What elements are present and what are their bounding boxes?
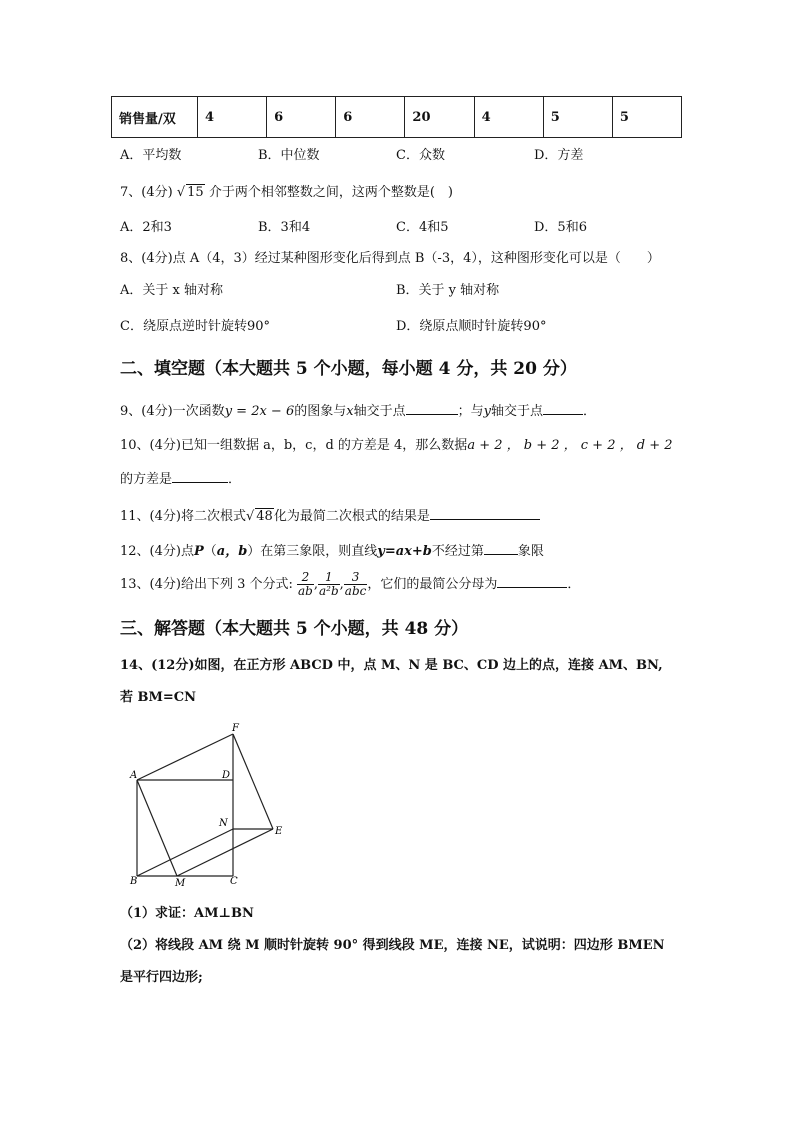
table-cell: 20 <box>405 97 474 138</box>
q8-option-c: C．绕原点逆时针旋转90° <box>120 319 270 334</box>
q13-text: ． <box>567 577 581 592</box>
label-m: M <box>175 878 186 889</box>
q13-text: 13、(4分)给出下列 3 个分式: <box>120 577 293 592</box>
label-e: E <box>275 826 283 837</box>
question-7 <box>120 184 453 201</box>
q9-formula: y = 2x − 6 <box>224 404 295 419</box>
q12-text: 12、(4分)点 <box>120 544 194 559</box>
section-3-title: 三、解答题（本大题共 5 个小题，共 48 分） <box>120 619 469 639</box>
question-10-cont <box>120 470 241 488</box>
table-cell: 6 <box>267 97 336 138</box>
table-cell: 6 <box>336 97 405 138</box>
q12-text: 不经过第 <box>431 544 484 559</box>
question-14-sub2-cont: 是平行四边形; <box>120 970 203 985</box>
section-2-title: 二、填空题（本大题共 5 个小题，每小题 4 分，共 20 分） <box>120 359 577 379</box>
q6-option-b: B．中位数 <box>258 148 320 163</box>
table-cell: 4 <box>474 97 543 138</box>
segment-af <box>137 734 233 780</box>
q7-radicand: 15 <box>187 185 204 200</box>
q11-text: 11、(4分)将二次根式 <box>120 509 246 524</box>
q9-text: 9、(4分)一次函数 <box>120 404 225 419</box>
question-11 <box>120 507 540 525</box>
q12-text: ）在第三象限，则直线 <box>247 544 378 559</box>
fraction-numerator: 1 <box>318 571 340 585</box>
fraction-denominator: a²b <box>319 584 339 598</box>
sqrt-sign: √ <box>176 185 186 200</box>
segment-fe <box>233 734 273 829</box>
table-cell: 4 <box>198 97 267 138</box>
label-a: A <box>130 770 138 781</box>
q10-text: 的方差是 <box>120 472 173 487</box>
q9-text: ． <box>583 404 597 419</box>
q8-option-d: D．绕原点顺时针旋转90° <box>396 319 547 334</box>
q11-text: 化为最简二次根式的结果是 <box>273 509 430 524</box>
question-10 <box>120 438 673 454</box>
q7-prefix: 7、(4分) <box>120 185 173 200</box>
question-14-sub2: （2）将线段 AM 绕 M 顺时针旋转 90° 得到线段 ME，连接 NE，试说明：四边形 BMEN <box>120 938 665 953</box>
q6-option-c: C．众数 <box>396 148 445 163</box>
table-row <box>112 97 682 138</box>
q12-line: y=ax+b <box>377 544 432 559</box>
q9-var-x: x <box>346 404 354 419</box>
question-13: 13、(4分)给出下列 3 个分式: $\frac{2}{ab}$ , $\frac{1}{\text{a²b}}$ , $\frac{3}{\text{abc}}$ ，它们的最简公分母为 ． <box>120 570 581 598</box>
label-d: D <box>222 770 231 781</box>
sales-table <box>111 96 682 138</box>
fraction <box>344 571 368 598</box>
fraction-numerator: 3 <box>344 571 368 585</box>
label-f: F <box>232 723 239 734</box>
segment-me <box>177 829 273 876</box>
q9-text: 轴交于点 <box>490 404 543 419</box>
question-14-line1: 14、(12分)如图，在正方形 ABCD 中，点 M、N 是 BC、CD 边上的点，连接 AM、BN, <box>120 658 663 673</box>
table-cell: 5 <box>612 97 681 138</box>
q12-point: P <box>193 544 204 559</box>
q12-text: （ <box>203 544 217 559</box>
question-12 <box>120 542 544 560</box>
fraction-denominator: abc <box>344 584 367 598</box>
q9-text: 的图象与 <box>294 404 347 419</box>
q7-suffix: 介于两个相邻整数之间，这两个整数是( ) <box>208 185 453 200</box>
q9-text: 轴交于点 <box>353 404 406 419</box>
question-9 <box>120 402 596 420</box>
segment-am <box>137 780 177 876</box>
label-b: B <box>130 876 138 887</box>
fraction <box>318 571 340 598</box>
q12-coords: a，b <box>216 544 248 559</box>
sqrt-sign: √ <box>245 509 255 524</box>
table-cell: 5 <box>543 97 612 138</box>
label-c: C <box>230 876 238 887</box>
answer-blank <box>543 402 583 415</box>
question-14-sub1: （1）求证：AM⊥BN <box>120 906 254 921</box>
q9-var-y: y <box>483 404 491 419</box>
question-14-line2: 若 BM=CN <box>120 690 197 705</box>
q7-option-a: A．2和3 <box>120 220 172 235</box>
answer-blank <box>430 507 540 520</box>
answer-blank <box>484 542 518 555</box>
q6-option-a: A．平均数 <box>120 148 182 163</box>
question-8: 8、(4分)点 A（4，3）经过某种图形变化后得到点 B（-3，4），这种图形变化可以是（ ） <box>120 251 660 266</box>
answer-blank <box>497 575 567 588</box>
q9-text: ；与 <box>457 404 484 419</box>
q10-text: 10、(4分)已知一组数据 a，b，c，d 的方差是 4，那么数据 <box>120 438 468 453</box>
q8-option-a: A．关于 x 轴对称 <box>120 283 223 298</box>
q10-text: ． <box>228 472 242 487</box>
answer-blank <box>406 402 458 415</box>
q10-expressions: a + 2 ， b + 2 ， c + 2 ， d + 2 <box>467 438 673 453</box>
q7-option-c: C．4和5 <box>396 220 449 235</box>
q12-text: 象限 <box>517 544 544 559</box>
table-header-cell: 销售量/双 <box>112 97 198 138</box>
q8-option-b: B．关于 y 轴对称 <box>396 283 500 298</box>
q7-option-d: D．5和6 <box>534 220 587 235</box>
label-n: N <box>219 818 228 829</box>
fraction-denominator: ab <box>298 584 313 598</box>
q13-text: ，它们的最简公分母为 <box>367 577 498 592</box>
answer-blank <box>172 470 228 483</box>
segment-bn <box>137 829 233 876</box>
q6-option-d: D．方差 <box>534 148 584 163</box>
q7-option-b: B．3和4 <box>258 220 311 235</box>
fraction <box>297 571 314 598</box>
fraction-numerator: 2 <box>297 571 314 585</box>
q11-radicand: 48 <box>256 509 273 524</box>
geometry-figure <box>120 718 300 898</box>
